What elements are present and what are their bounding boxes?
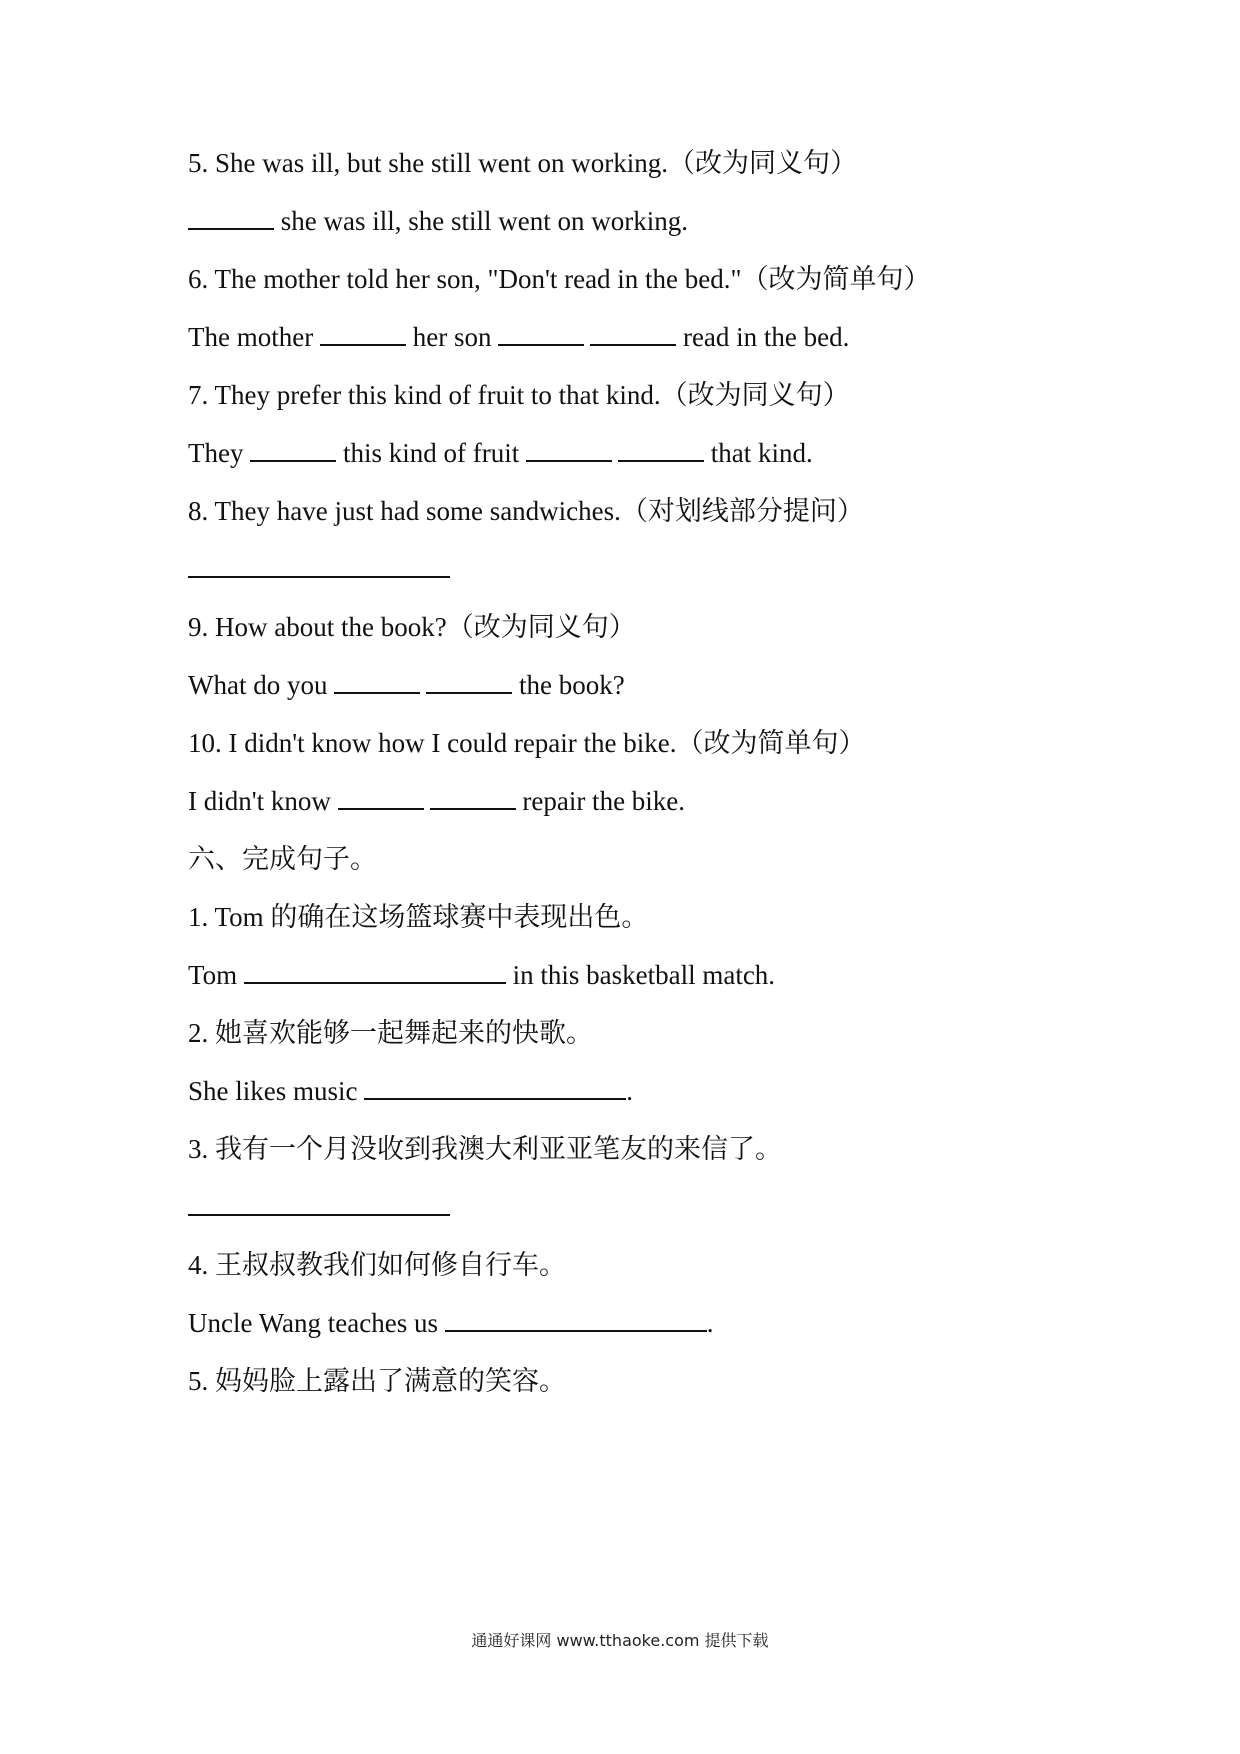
q8-question: 8. They have just had some sandwiches.（对划线部分提问）: [188, 496, 864, 526]
q7-question: 7. They prefer this kind of fruit to that kind.（改为同义句）: [188, 380, 850, 410]
s1-prompt: 1. Tom 的确在这场篮球赛中表现出色。: [188, 902, 649, 932]
q9-answer-line: What do you the book?: [188, 670, 625, 700]
answer-blank[interactable]: [526, 438, 612, 462]
s3-prompt: 3. 我有一个月没收到我澳大利亚亚笔友的来信了。: [188, 1134, 782, 1164]
s2-prompt: 2. 她喜欢能够一起舞起来的快歌。: [188, 1018, 593, 1048]
s1-answer-line: Tom in this basketball match.: [188, 960, 776, 990]
q10-answer-line: I didn't know repair the bike.: [188, 786, 686, 816]
s4-answer-line: Uncle Wang teaches us .: [188, 1308, 714, 1338]
answer-blank[interactable]: [590, 322, 676, 346]
q6-question: 6. The mother told her son, "Don't read in the bed."（改为简单句）: [188, 264, 931, 294]
q5-answer-line: she was ill, she still went on working.: [188, 204, 688, 238]
answer-blank[interactable]: [188, 1192, 450, 1216]
q5-question: 5. She was ill, but she still went on working.（改为同义句）: [188, 148, 857, 178]
q9-question: 9. How about the book?（改为同义句）: [188, 612, 636, 642]
answer-blank[interactable]: [364, 1076, 626, 1100]
s5-prompt: 5. 妈妈脸上露出了满意的笑容。: [188, 1366, 566, 1396]
q6-answer-line: The mother her son read in the bed.: [188, 322, 850, 352]
answer-blank[interactable]: [618, 438, 704, 462]
answer-blank[interactable]: [188, 206, 274, 230]
answer-blank[interactable]: [430, 786, 516, 810]
q7-answer-line: They this kind of fruit that kind.: [188, 438, 813, 468]
answer-blank[interactable]: [250, 438, 336, 462]
answer-blank[interactable]: [320, 322, 406, 346]
s2-answer-line: She likes music .: [188, 1076, 633, 1106]
answer-blank[interactable]: [334, 670, 420, 694]
answer-blank[interactable]: [338, 786, 424, 810]
s3-answer-line: [188, 1190, 450, 1224]
footer-credit: 通通好课网 www.tthaoke.com 提供下载: [471, 1631, 769, 1650]
answer-blank[interactable]: [188, 554, 450, 578]
answer-blank[interactable]: [244, 960, 506, 984]
q8-answer-line: [188, 552, 450, 586]
answer-blank[interactable]: [426, 670, 512, 694]
answer-blank[interactable]: [445, 1308, 707, 1332]
s4-prompt: 4. 王叔叔教我们如何修自行车。: [188, 1250, 566, 1280]
answer-blank[interactable]: [498, 322, 584, 346]
section-heading: 六、完成句子。: [188, 844, 377, 874]
q10-question: 10. I didn't know how I could repair the bike.（改为简单句）: [188, 728, 866, 758]
